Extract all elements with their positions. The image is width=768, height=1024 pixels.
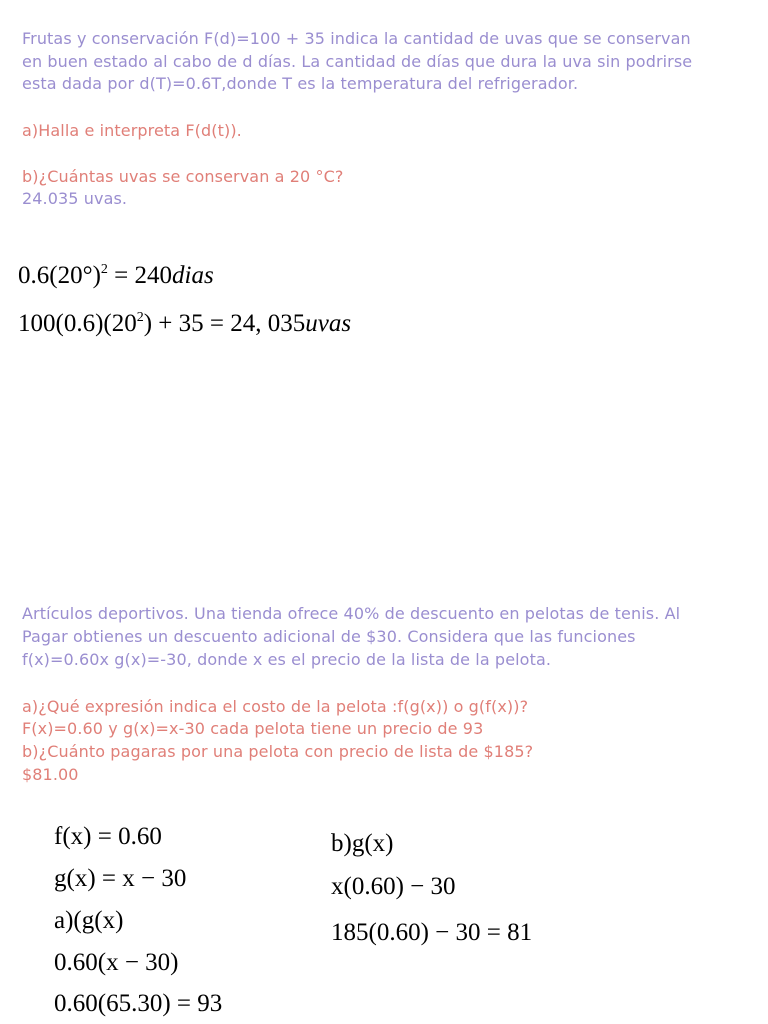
problem1-answer-b: 24.035 uvas. [22, 189, 128, 208]
problem1-math-line-2 [18, 310, 351, 338]
problem2-math-right-line-3: 185(0.60) − 30 = 81 [331, 919, 533, 946]
math-text: 100(0.6)(20 [18, 310, 137, 337]
problem2-question-a: a)¿Qué expresión indica el costo de la pelota :f(g(x)) o g(f(x))? [22, 697, 529, 716]
problem1-question-a: a)Halla e interpreta F(d(t)). [22, 121, 242, 140]
math-text: ) + 35 = 24, 035 [143, 310, 306, 337]
problem2-math-left-line-1: f(x) = 0.60 [54, 823, 162, 850]
problem1-statement-line-2: en buen estado al cabo de d días. La cantidad de días que dura la uva sin podrirse [22, 52, 693, 71]
math-unit: uvas [305, 310, 352, 337]
problem1-statement-line-1: Frutas y conservación F(d)=100 + 35 indica la cantidad de uvas que se conservan [22, 29, 691, 48]
math-exponent: 2 [100, 262, 108, 277]
problem2-question-b: b)¿Cuánto pagaras por una pelota con precio de lista de $185? [22, 742, 534, 761]
math-text: = 240 [107, 262, 173, 289]
problem1-question-b: b)¿Cuántas uvas se conservan a 20 °C? [22, 167, 344, 186]
problem2-math-right-line-2: x(0.60) − 30 [331, 873, 456, 900]
problem2-answer-b: $81.00 [22, 765, 79, 784]
problem1-statement-line-3: esta dada por d(T)=0.6T,donde T es la temperatura del refrigerador. [22, 74, 579, 93]
problem2-math-left-line-2: g(x) = x − 30 [54, 865, 187, 892]
problem2-math-right-line-1: b)g(x) [331, 830, 394, 857]
problem2-math-left-line-3: a)(g(x) [54, 907, 124, 934]
problem2-statement-line-3: f(x)=0.60x g(x)=-30, donde x es el precio de la lista de la pelota. [22, 650, 552, 669]
problem2-answer-a: F(x)=0.60 y g(x)=x-30 cada pelota tiene un precio de 93 [22, 719, 484, 738]
math-text: 0.6(20°) [18, 262, 101, 289]
problem1-math-line-1 [18, 262, 214, 290]
problem2-math-left-line-5: 0.60(65.30) = 93 [54, 990, 223, 1017]
problem2-math-left-line-4: 0.60(x − 30) [54, 949, 179, 976]
math-exponent: 2 [136, 310, 144, 325]
math-unit: dias [172, 262, 214, 289]
problem2-statement-line-2: Pagar obtienes un descuento adicional de $30. Considera que las funciones [22, 627, 636, 646]
problem2-statement-line-1: Artículos deportivos. Una tienda ofrece 40% de descuento en pelotas de tenis. Al [22, 604, 681, 623]
